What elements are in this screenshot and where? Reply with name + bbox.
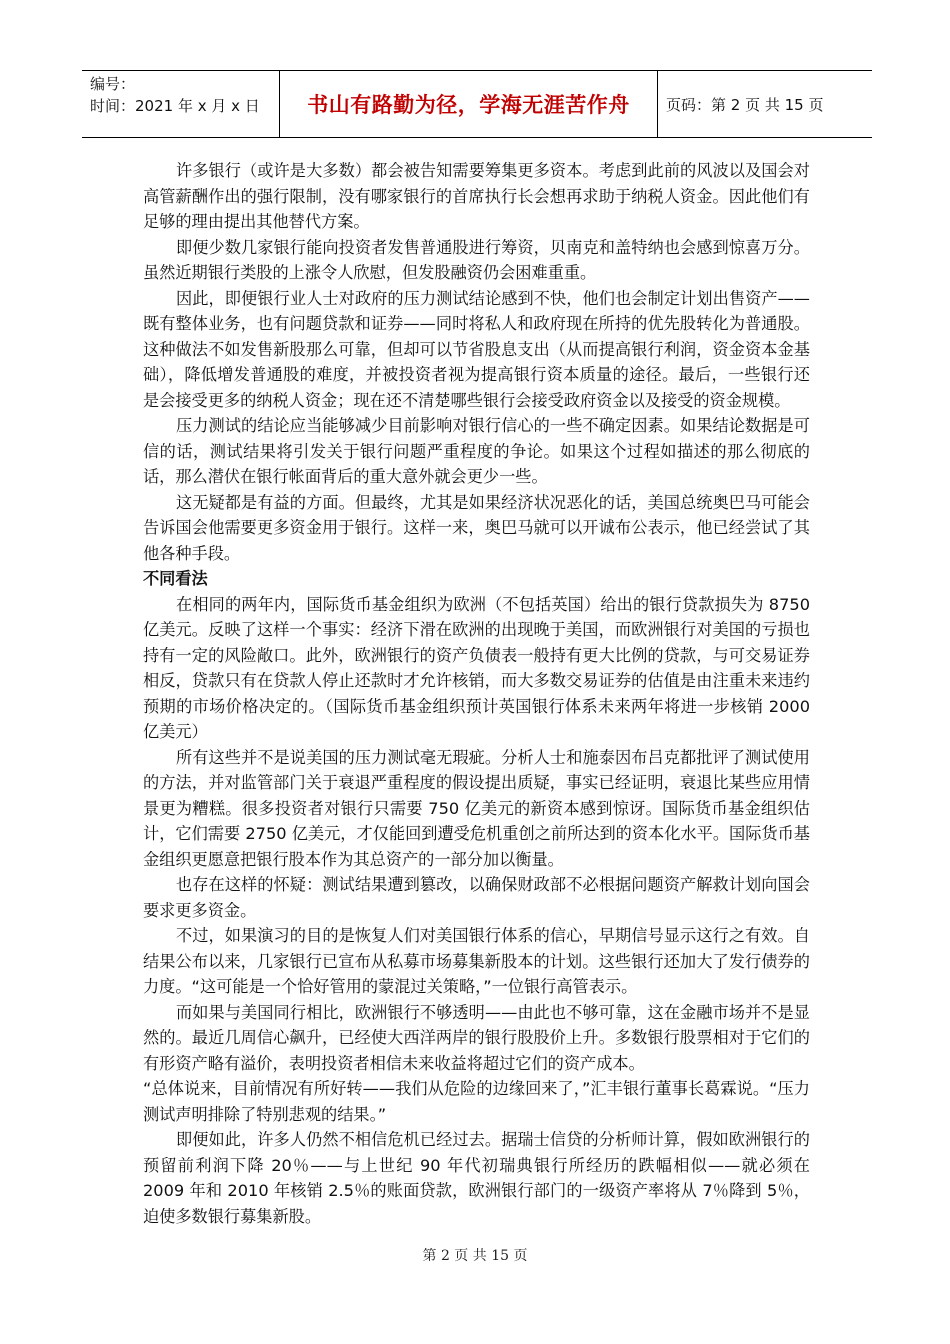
section-heading: 不同看法 [143, 569, 208, 588]
paragraph: 压力测试的结论应当能够减少目前影响对银行信心的一些不确定因素。如果结论数据是可信的话，测试结果将引发关于银行问题严重程度的争论。如果这个过程如描述的那么彻底的话，那么潜伏在银行帐面背后的重大意外就会更少一些。 [143, 416, 810, 486]
paragraph: 因此，即便银行业人士对政府的压力测试结论感到不快，他们也会制定计划出售资产——既有整体业务，也有问题贷款和证券——同时将私人和政府现在所持的优先股转化为普通股。这种做法不如发售新股那么可靠，但却可以节省股息支出（从而提高银行利润，资金资本金基础），降低增发普通股的难度，并被投资者视为提高银行资本质量的途径。最后，一些银行还是会接受更多的纳税人资金；现在还不清楚哪些银行会接受政府资金以及接受的资金规模。 [143, 288, 810, 410]
document-body [143, 158, 810, 1229]
document-date: 时间：2021 年 x 月 x 日 [90, 97, 260, 115]
header-page-info: 页码：第 2 页 共 15 页 [666, 95, 824, 114]
page-footer: 第 2 页 共 15 页 [422, 1248, 528, 1264]
header-meta [82, 71, 280, 137]
document-number: 编号： [90, 75, 136, 93]
paragraph: 即便少数几家银行能向投资者发售普通股进行筹资，贝南克和盖特纳也会感到惊喜万分。虽然近期银行类股的上涨令人欣慰，但发股融资仍会困难重重。 [143, 237, 810, 282]
paragraph: 这无疑都是有益的方面。但最终，尤其是如果经济状况恶化的话，美国总统奥巴马可能会告诉国会他需要更多资金用于银行。这样一来，奥巴马就可以开诚布公表示，他已经尝试了其他各种手段。 [143, 492, 810, 563]
paragraph: 即便如此，许多人仍然不相信危机已经过去。据瑞士信贷的分析师计算，假如欧洲银行的预留前利润下降 20％——与上世纪 90 年代初瑞典银行所经历的跌幅相似——就必须在 2009 年和 2010 年核销 2.5％的账面贷款，欧洲银行部门的一级资产率将从 7％降到 5％，迫使多数银行募集新股。 [143, 1130, 810, 1226]
paragraph: 而如果与美国同行相比，欧洲银行不够透明——由此也不够可靠，这在金融市场并不是显然的。最近几周信心飙升，已经使大西洋两岸的银行股股价上升。多数银行股票相对于它们的有形资产略有溢价，表明投资者相信未来收益将超过它们的资产成本。 [143, 1002, 810, 1073]
page-header [82, 70, 872, 138]
paragraph: 不过，如果演习的目的是恢复人们对美国银行体系的信心，早期信号显示这行之有效。自结果公布以来，几家银行已宣布从私募市场募集新股本的计划。这些银行还加大了发行债券的力度。“这可能是一个恰好管用的蒙混过关策略，”一位银行高管表示。 [143, 926, 810, 996]
paragraph: 也存在这样的怀疑：测试结果遭到篡改，以确保财政部不必根据问题资产解救计划向国会要求更多资金。 [143, 875, 810, 920]
paragraph: 许多银行（或许是大多数）都会被告知需要筹集更多资本。考虑到此前的风波以及国会对高管薪酬作出的强行限制，没有哪家银行的首席执行长会想再求助于纳税人资金。因此他们有足够的理由提出其他替代方案。 [143, 161, 810, 231]
header-motto: 书山有路勤为径，学海无涯苦作舟 [280, 71, 658, 137]
paragraph: 在相同的两年内，国际货币基金组织为欧洲（不包括英国）给出的银行贷款损失为 8750 亿美元。反映了这样一个事实：经济下滑在欧洲的出现晚于美国，而欧洲银行对美国的亏损也持有一定的风险敞口。此外，欧洲银行的资产负债表一般持有更大比例的贷款，与可交易证券相反，贷款只有在贷款人停止还款时才允许核销，而大多数交易证券的估值是由注重未来违约预期的市场价格决定的。（国际货币基金组织预计英国银行体系未来两年将进一步核销 2000 亿美元） [143, 594, 810, 741]
paragraph-quote: “总体说来，目前情况有所好转——我们从危险的边缘回来了，”汇丰银行董事长葛霖说。“压力测试声明排除了特别悲观的结果。” [143, 1079, 810, 1124]
paragraph: 所有这些并不是说美国的压力测试毫无瑕疵。分析人士和施泰因布吕克都批评了测试使用的方法，并对监管部门关于衰退严重程度的假设提出质疑，事实已经证明，衰退比某些应用情景更为糟糕。很多投资者对银行只需要 750 亿美元的新资本感到惊讶。国际货币基金组织估计，它们需要 2750 亿美元，才仅能回到遭受危机重创之前所达到的资本化水平。国际货币基金组织更愿意把银行股本作为其总资产的一部分加以衡量。 [143, 747, 810, 869]
